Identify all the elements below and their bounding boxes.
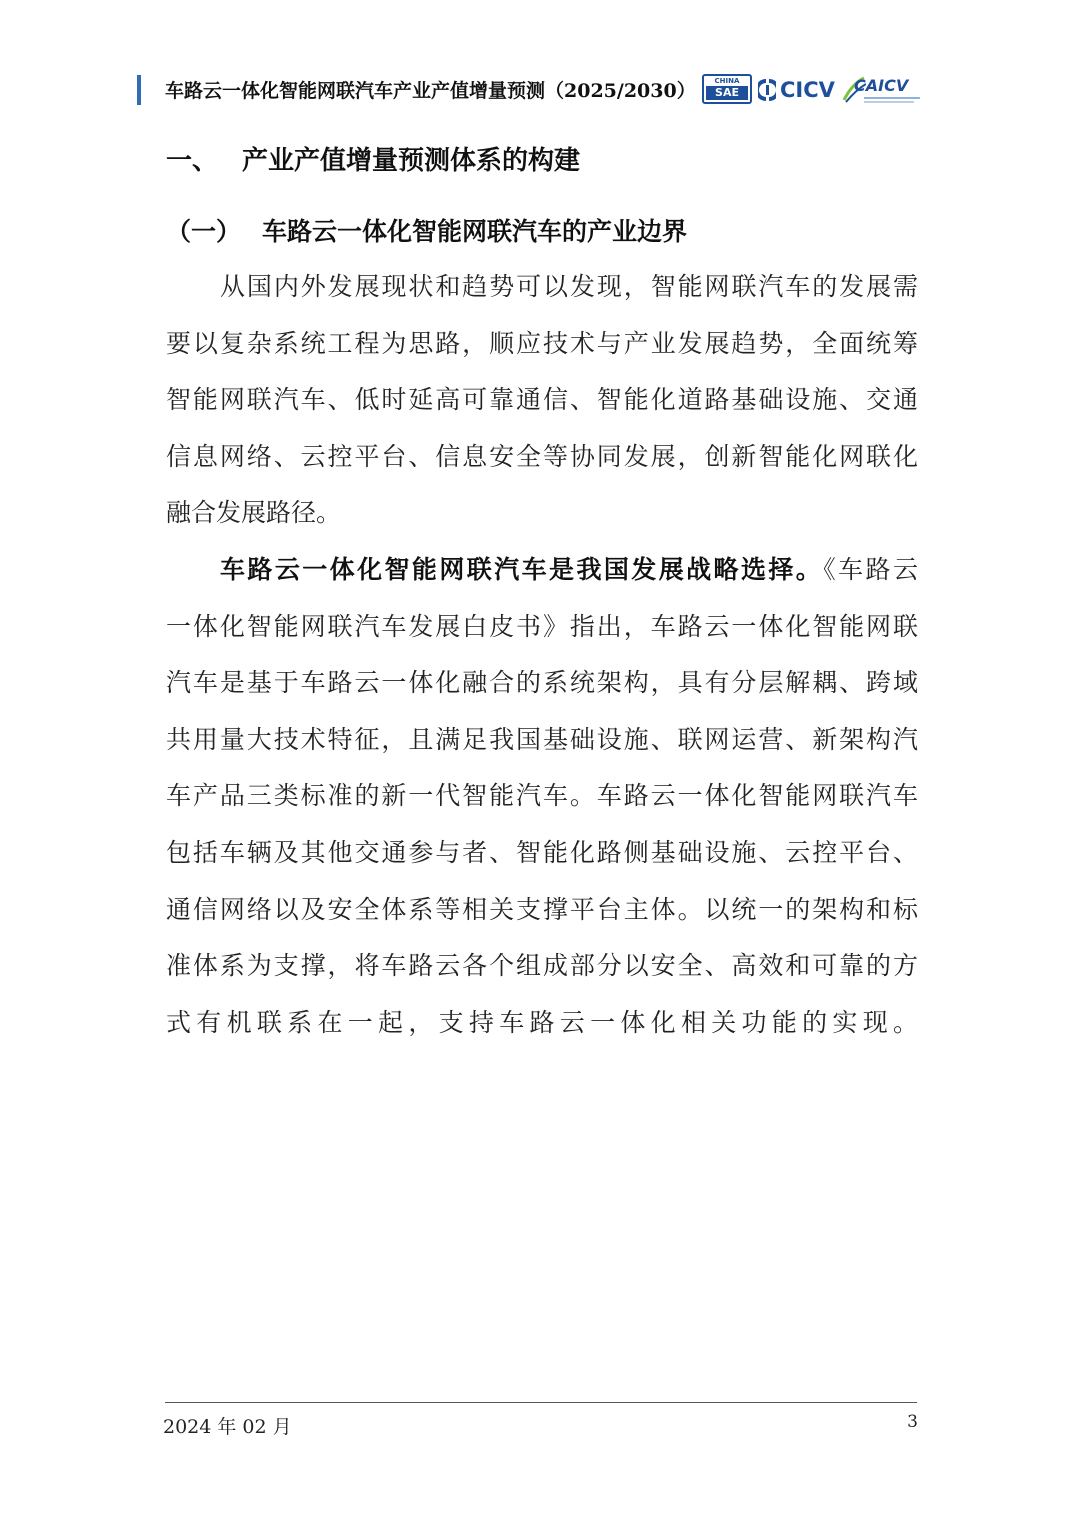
cicv-logo (758, 76, 835, 104)
subsection-title: 车路云一体化智能网联汽车的产业边界 (262, 217, 688, 246)
paragraph-line: 要以复杂系统工程为思路，顺应技术与产业发展趋势，全面统筹 (166, 328, 918, 358)
subsection-number: （一） (166, 217, 242, 246)
section-heading (166, 140, 580, 177)
caicv-logo-text: CAICV (854, 76, 909, 95)
cicv-logo-text: CICV (780, 78, 835, 102)
cicv-mark-icon (758, 79, 776, 101)
caicv-logo (842, 74, 922, 106)
paragraph-1 (166, 259, 918, 542)
page-number: 3 (907, 1412, 918, 1432)
paragraph-line: 从国内外发展现状和趋势可以发现，智能网联汽车的发展需 (220, 272, 918, 301)
paragraph-line: 车产品三类标准的新一代智能汽车。车路云一体化智能网联汽车 (166, 781, 918, 811)
sae-logo-bottom-text: SAE (706, 86, 748, 100)
header-title: 车路云一体化智能网联汽车产业产值增量预测（2025/2030） (165, 80, 696, 102)
sae-logo-top-text: CHINA (714, 77, 740, 85)
paragraph-line: 共用量大技术特征，且满足我国基础设施、联网运营、新架构汽 (166, 724, 918, 754)
paragraph-line: 信息网络、云控平台、信息安全等协同发展，创新智能化网联化 (166, 441, 918, 471)
paragraph-lead-rest: 《车路云 (823, 555, 918, 584)
paragraph-lead-bold: 车路云一体化智能网联汽车是我国发展战略选择。 (220, 555, 824, 584)
paragraph-line: 通信网络以及安全体系等相关支撑平台主体。以统一的架构和标 (166, 894, 918, 924)
paragraph-line: 包括车辆及其他交通参与者、智能化路侧基础设施、云控平台、 (166, 837, 918, 867)
paragraph-2 (166, 542, 918, 1051)
paragraph-line: 准体系为支撑，将车路云各个组成部分以安全、高效和可靠的方 (166, 951, 918, 981)
page-header (137, 72, 927, 108)
paragraph-line: 汽车是基于车路云一体化融合的系统架构，具有分层解耦、跨域 (166, 668, 918, 698)
paragraph-line (166, 542, 918, 599)
paragraph-line: 一体化智能网联汽车发展白皮书》指出，车路云一体化智能网联 (166, 611, 918, 641)
section-number: 一、 (166, 146, 219, 176)
china-sae-logo (702, 74, 752, 104)
subsection-heading (166, 212, 687, 248)
paragraph-line: 融合发展路径。 (166, 498, 342, 528)
paragraph-line: 式有机联系在一起，支持车路云一体化相关功能的实现。 (166, 1007, 918, 1037)
caicv-subtitle-line (864, 97, 920, 99)
footer-date: 2024 年 02 月 (163, 1416, 292, 1438)
header-accent-bar (137, 75, 141, 105)
footer-divider (165, 1402, 917, 1403)
caicv-subtitle-line (864, 101, 914, 103)
header-logos (702, 72, 927, 108)
section-title: 产业产值增量预测体系的构建 (242, 146, 581, 176)
paragraph-line: 智能网联汽车、低时延高可靠通信、智能化道路基础设施、交通 (166, 385, 918, 415)
